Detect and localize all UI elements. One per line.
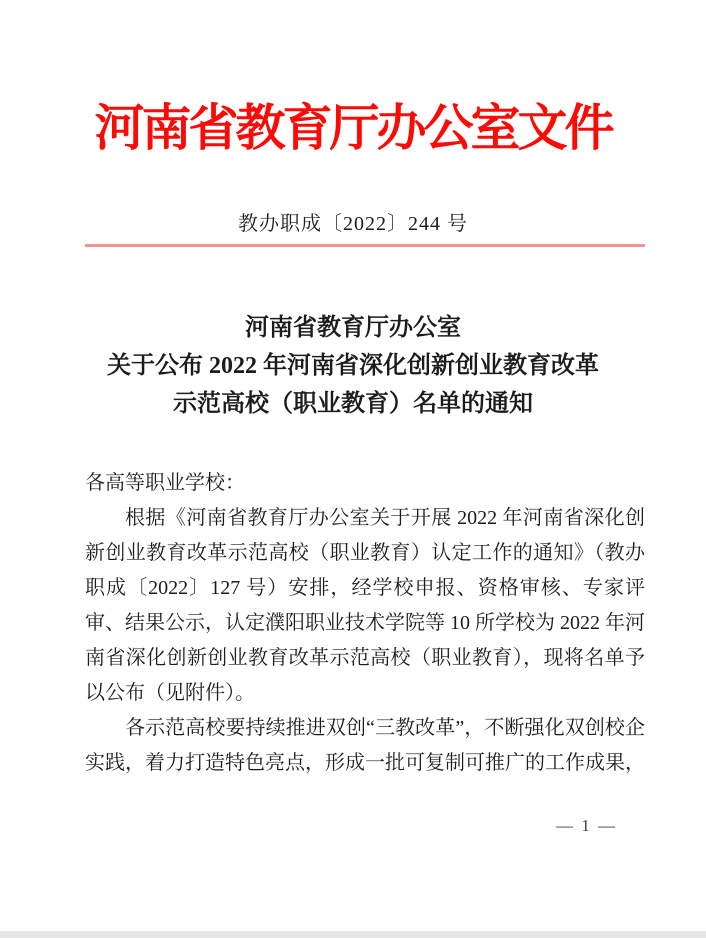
- notice-title-line-2: 关于公布 2022 年河南省深化创新创业教育改革: [107, 353, 599, 379]
- notice-title-line-3: 示范高校（职业教育）名单的通知: [173, 391, 533, 417]
- paragraph-2: 各示范高校要持续推进双创“三教改革”，不断强化双创校企实践，着力打造特色亮点，形成一批可复制可推广的工作成果，: [85, 717, 645, 774]
- notice-body: [85, 466, 645, 781]
- page-number: — 1 —: [556, 816, 617, 835]
- salutation: 各高等职业学校：: [85, 472, 245, 494]
- document-header-title: 河南省教育厅办公室文件: [94, 100, 612, 156]
- red-divider-line: [85, 244, 645, 247]
- notice-title-line-1: 河南省教育厅办公室: [245, 315, 461, 341]
- paragraph-1: 根据《河南省教育厅办公室关于开展 2022 年河南省深化创新创业教育改革示范高校（职业教育）认定工作的通知》（教办职成〔2022〕127 号）安排，经学校申报、资格审核、专家评审、结果公示，认定濮阳职业技术学院等 10 所学校为 2022 年河南省深化创新创业教育改革示范高校（职业教育），现将名单予以公布（见附件）。: [85, 507, 645, 704]
- page-bottom-edge: [0, 931, 706, 938]
- notice-title: [0, 309, 706, 423]
- document-number: 教办职成〔2022〕244 号: [238, 213, 468, 235]
